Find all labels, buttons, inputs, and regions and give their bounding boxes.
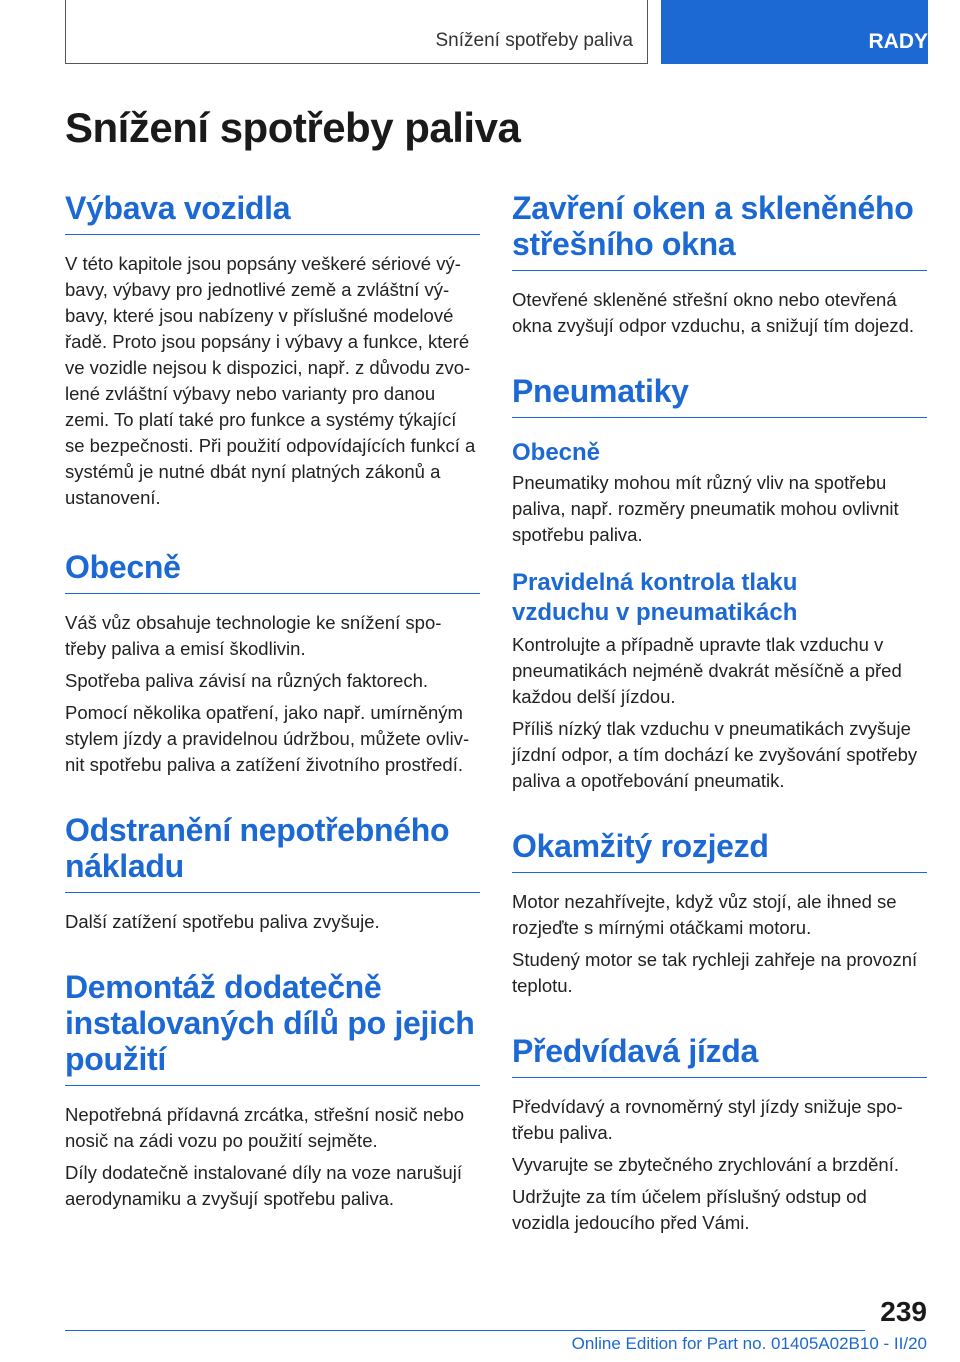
paragraph-rozjezd-1 bbox=[512, 889, 927, 941]
page-number: 239 bbox=[880, 1296, 927, 1327]
text-line: Váš vůz obsahuje technologie ke snížení spo‐ bbox=[65, 612, 442, 633]
text-line: okna zvyšují odpor vzduchu, a snižují tím dojezd. bbox=[512, 315, 915, 336]
paragraph-demontaz-2 bbox=[65, 1160, 480, 1212]
text-line: lené zvláštní výbavy nebo varianty pro danou bbox=[65, 383, 436, 404]
text-line: nit spotřebu paliva a zatížení životního prostředí. bbox=[65, 754, 463, 775]
paragraph-obecne-3 bbox=[65, 700, 480, 778]
heading-line: nákladu bbox=[65, 848, 184, 884]
left-column bbox=[65, 190, 480, 1212]
text-line: ustanovení. bbox=[65, 487, 161, 508]
text-line: spotřebu paliva. bbox=[512, 524, 643, 545]
paragraph-predvidava-2 bbox=[512, 1152, 927, 1178]
text-line: Díly dodatečně instalované díly na voze narušují bbox=[65, 1162, 462, 1183]
paragraph-obecne-2 bbox=[65, 668, 480, 694]
text-line: bavy, které jsou nabízeny v příslušné modelové bbox=[65, 305, 454, 326]
page-header bbox=[65, 0, 928, 64]
heading-line: vzduchu v pneumatikách bbox=[512, 599, 798, 626]
text-line: aerodynamiku a zvyšují spotřebu paliva. bbox=[65, 1188, 395, 1209]
footer-divider bbox=[65, 1330, 865, 1331]
paragraph-kontrola-2 bbox=[512, 716, 927, 794]
heading-line: střešního okna bbox=[512, 226, 736, 262]
text-line: Nepotřebná přídavná zrcátka, střešní nosič nebo bbox=[65, 1104, 465, 1125]
paragraph-naklad bbox=[65, 909, 480, 935]
heading-line: použití bbox=[65, 1041, 166, 1077]
text-line: vozidla jedoucího před Vámi. bbox=[512, 1212, 750, 1233]
section-heading-naklad bbox=[65, 812, 480, 893]
section-heading-rozjezd: Okamžitý rozjezd bbox=[512, 828, 927, 873]
text-line: Pomocí několika opatření, jako např. umírněným bbox=[65, 702, 463, 723]
section-heading-vybava: Výbava vozidla bbox=[65, 190, 480, 235]
text-line: systémů je nutné dbát nyní platných zákonů a bbox=[65, 461, 441, 482]
text-line: Předvídavý a rovnoměrný styl jízdy snižuje spo‐ bbox=[512, 1096, 903, 1117]
header-chapter-tab[interactable] bbox=[661, 0, 928, 64]
paragraph-predvidava-1 bbox=[512, 1094, 927, 1146]
text-line: V této kapitole jsou popsány veškeré sériové vý‐ bbox=[65, 253, 461, 274]
text-line: teplotu. bbox=[512, 975, 573, 996]
text-line: zemi. To platí také pro funkce a systémy týkající bbox=[65, 409, 457, 430]
text-line: Otevřené skleněné střešní okno nebo otevřená bbox=[512, 289, 897, 310]
footer-edition: Online Edition for Part no. 01405A02B10 - II/20 bbox=[571, 1334, 927, 1353]
header-chapter-label: RADY bbox=[868, 30, 928, 53]
text-line: Vyvarujte se zbytečného zrychlování a brzdění. bbox=[512, 1154, 899, 1175]
right-column bbox=[512, 190, 927, 1236]
text-line: Motor nezahřívejte, když vůz stojí, ale ihned se bbox=[512, 891, 897, 912]
text-line: Spotřeba paliva závisí na různých faktorech. bbox=[65, 670, 428, 691]
paragraph-okna bbox=[512, 287, 927, 339]
section-heading-obecne: Obecně bbox=[65, 549, 480, 594]
paragraph-obecne-1 bbox=[65, 610, 480, 662]
text-line: řadě. Proto jsou popsány i výbavy a funkce, které bbox=[65, 331, 470, 352]
text-line: rozjeďte s mírnými otáčkami motoru. bbox=[512, 917, 812, 938]
section-heading-predvidava: Předvídavá jízda bbox=[512, 1033, 927, 1078]
header-section-box bbox=[65, 0, 648, 64]
heading-line: instalovaných dílů po jejich bbox=[65, 1005, 475, 1041]
paragraph-predvidava-3 bbox=[512, 1184, 927, 1236]
text-line: paliva, např. rozměry pneumatik mohou ovlivnit bbox=[512, 498, 899, 519]
section-heading-pneumatiky: Pneumatiky bbox=[512, 373, 927, 418]
header-section-title: Snížení spotřeby paliva bbox=[435, 30, 633, 51]
paragraph-kontrola-1 bbox=[512, 632, 927, 710]
heading-line: Zavření oken a skleněného bbox=[512, 190, 914, 226]
subheading-kontrola-tlaku bbox=[512, 568, 927, 628]
heading-line: Pravidelná kontrola tlaku bbox=[512, 569, 798, 596]
text-line: nosič na zádi vozu po použití sejměte. bbox=[65, 1130, 378, 1151]
section-heading-demontaz bbox=[65, 969, 480, 1086]
text-line: Další zatížení spotřebu paliva zvyšuje. bbox=[65, 911, 380, 932]
text-line: se bezpečnosti. Při použití odpovídajících funkcí a bbox=[65, 435, 476, 456]
text-line: třebu paliva. bbox=[512, 1122, 613, 1143]
text-line: bavy, výbavy pro jednotlivé země a zvláštní vý‐ bbox=[65, 279, 450, 300]
text-line: Studený motor se tak rychleji zahřeje na provozní bbox=[512, 949, 918, 970]
paragraph-rozjezd-2 bbox=[512, 947, 927, 999]
section-heading-okna bbox=[512, 190, 927, 271]
text-line: stylem jízdy a pravidelnou údržbou, můžete ovliv‐ bbox=[65, 728, 470, 749]
paragraph-demontaz-1 bbox=[65, 1102, 480, 1154]
text-line: každou delší jízdou. bbox=[512, 686, 676, 707]
paragraph-vybava bbox=[65, 251, 480, 511]
subheading-obecne: Obecně bbox=[512, 439, 601, 466]
text-line: Udržujte za tím účelem příslušný odstup od bbox=[512, 1186, 867, 1207]
page-title: Snížení spotřeby paliva bbox=[65, 104, 521, 151]
text-line: pneumatikách nejméně dvakrát měsíčně a před bbox=[512, 660, 902, 681]
text-line: paliva a opotřebování pneumatik. bbox=[512, 770, 785, 791]
text-line: Kontrolujte a případně upravte tlak vzduchu v bbox=[512, 634, 884, 655]
heading-line: Demontáž dodatečně bbox=[65, 969, 382, 1005]
text-line: třeby paliva a emisí škodlivin. bbox=[65, 638, 306, 659]
heading-line: Odstranění nepotřebného bbox=[65, 812, 450, 848]
text-line: ve vozidle nejsou k dispozici, např. z důvodu zvo‐ bbox=[65, 357, 471, 378]
text-line: Pneumatiky mohou mít různý vliv na spotřebu bbox=[512, 472, 887, 493]
text-line: Příliš nízký tlak vzduchu v pneumatikách zvyšuje bbox=[512, 718, 911, 739]
text-line: jízdní odpor, a tím dochází ke zvyšování spotřeby bbox=[512, 744, 918, 765]
paragraph-pneu-obecne bbox=[512, 470, 927, 548]
